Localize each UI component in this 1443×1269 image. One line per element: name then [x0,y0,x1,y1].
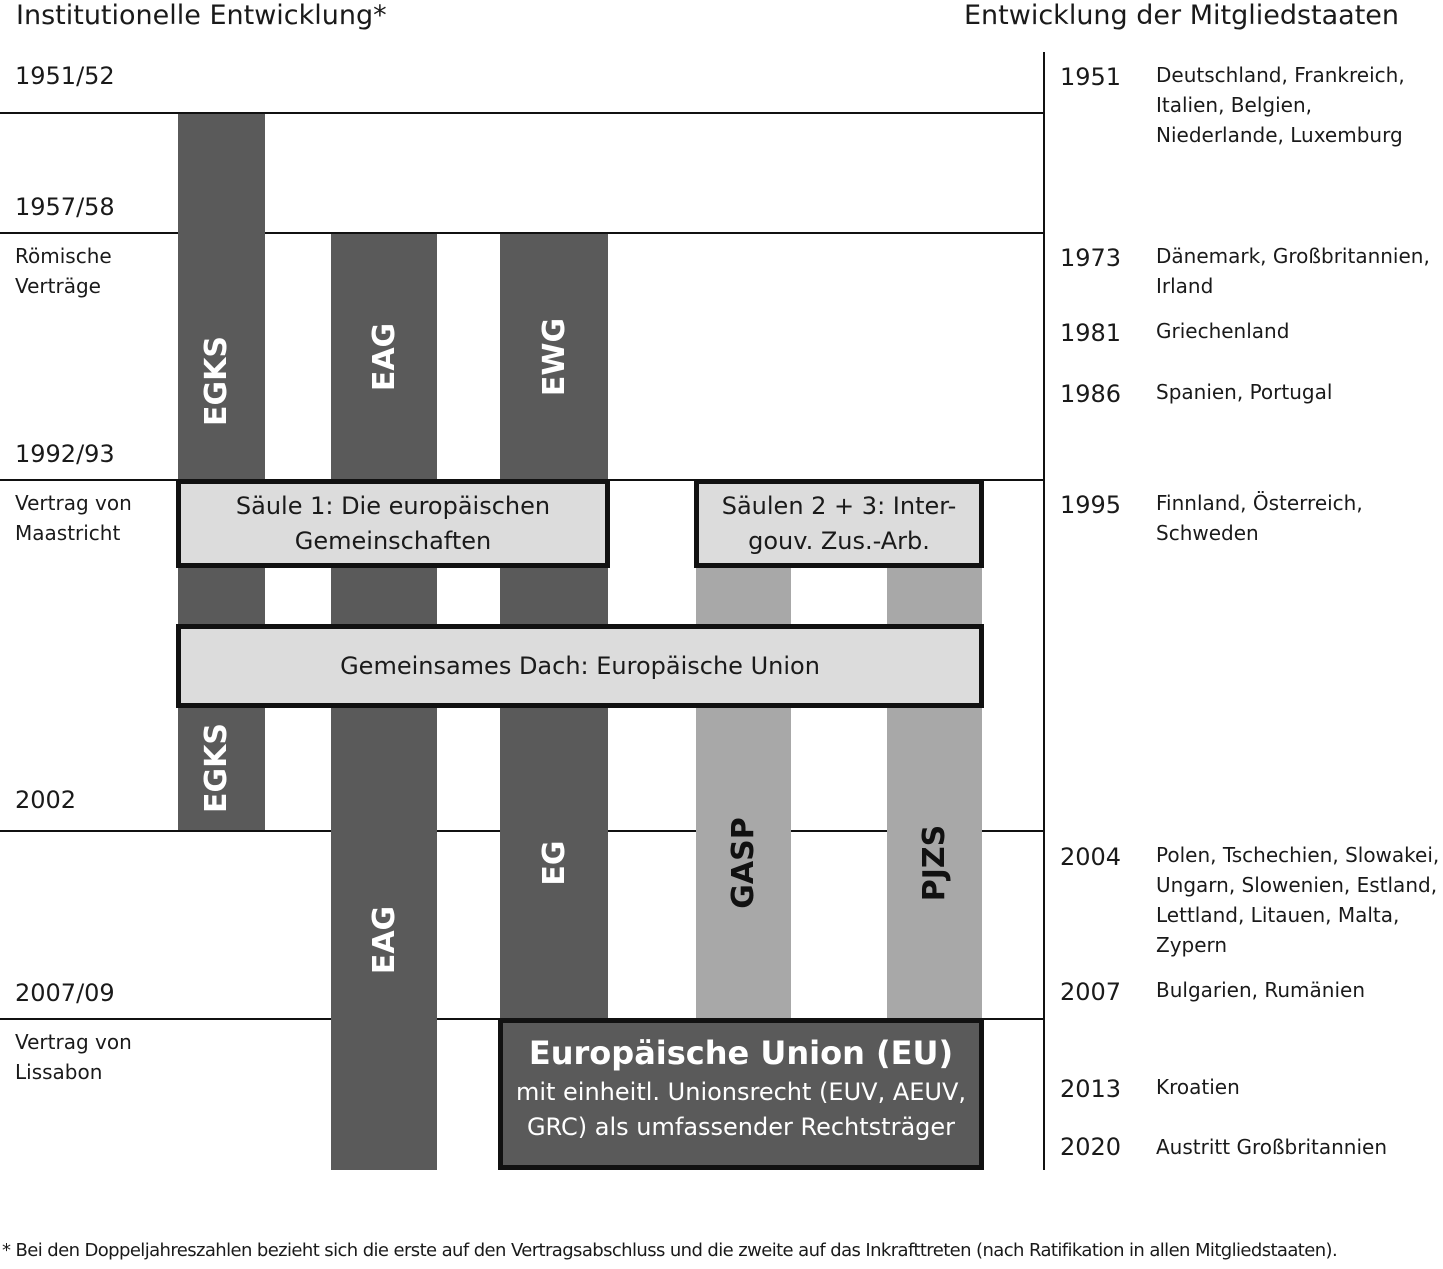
member-year-1951: 1951 [1060,63,1122,91]
member-entry-2013 [1156,1072,1240,1102]
box-saeulen-2-3-line-2: gouv. Zus.-Arb. [748,526,930,555]
era-lisbon [15,1027,132,1087]
box-europaeische-union [498,1018,984,1170]
pillar-label-eag-top: EAG [367,322,402,392]
member-1995-line-2: Schweden [1156,521,1259,545]
column-divider [1043,52,1045,1170]
year-2002: 2002 [15,786,77,814]
member-entry-1995 [1156,488,1363,548]
member-year-2007: 2007 [1060,978,1122,1006]
member-2020-line-1: Austritt Großbritannien [1156,1135,1388,1159]
year-2007-09: 2007/09 [15,979,115,1007]
box-saeule-1-line-1: Säule 1: Die europäischen [235,491,551,520]
member-1951-line-1: Deutschland, Frankreich, [1156,63,1405,87]
member-year-1986: 1986 [1060,380,1122,408]
box-gemeinsames-dach-text: Gemeinsames Dach: Europäische Union [340,651,820,680]
left-header: Institutionelle Entwicklung* [16,0,387,31]
era-rome [15,241,112,301]
year-1992-93: 1992/93 [15,440,115,468]
member-year-1981: 1981 [1060,319,1122,347]
right-header: Entwicklung der Mitgliedstaaten [964,0,1400,31]
member-year-1995: 1995 [1060,491,1122,519]
member-2004-line-4: Zypern [1156,933,1228,957]
member-entry-1981 [1156,316,1289,346]
member-entry-1973 [1156,241,1430,301]
member-2004-line-2: Ungarn, Slowenien, Estland, [1156,873,1438,897]
pillar-label-pjzs: PJZS [917,824,952,902]
member-entry-1986 [1156,377,1332,407]
timeline-line-1957 [0,112,1045,114]
member-2007-line-1: Bulgarien, Rumänien [1156,978,1366,1002]
member-1951-line-3: Niederlande, Luxemburg [1156,123,1403,147]
box-saeulen-2-3 [694,479,984,568]
member-entry-2007 [1156,975,1365,1005]
member-year-2013: 2013 [1060,1075,1122,1103]
member-2013-line-1: Kroatien [1156,1075,1240,1099]
year-1951-52: 1951/52 [15,62,115,90]
footnote: * Bei den Doppeljahreszahlen bezieht sich die erste auf den Vertragsabschluss und die zweite auf das Inkrafttreten (nach Ratifikation in allen Mitgliedstaaten). [2,1240,1338,1261]
member-1981-line-1: Griechenland [1156,319,1290,343]
member-1973-line-2: Irland [1156,274,1214,298]
year-1957-58: 1957/58 [15,193,115,221]
member-year-2004: 2004 [1060,843,1122,871]
box-saeule-1 [176,479,610,568]
era-lisbon-line-1: Vertrag von [15,1030,132,1054]
eu-title: Europäische Union (EU) [528,1034,954,1072]
pillar-label-gasp: GASP [726,817,761,909]
member-year-1973: 1973 [1060,244,1122,272]
box-gemeinsames-dach [176,624,984,708]
member-entry-2020 [1156,1132,1387,1162]
member-year-2020: 2020 [1060,1133,1122,1161]
member-1986-line-1: Spanien, Portugal [1156,380,1333,404]
member-1951-line-2: Italien, Belgien, [1156,93,1312,117]
pillar-label-eag-bottom: EAG [367,905,402,975]
member-1973-line-1: Dänemark, Großbritannien, [1156,244,1430,268]
member-entry-2004 [1156,840,1439,960]
eu-subtitle-line-2: GRC) als umfassender Rechtsträger [526,1113,956,1141]
member-1995-line-1: Finnland, Österreich, [1156,491,1363,515]
era-maastricht [15,488,132,548]
pillar-label-eg: EG [537,840,572,886]
pillar-label-ewg: EWG [537,317,572,397]
pillar-label-egks-bottom: EGKS [199,723,234,813]
era-lisbon-line-2: Lissabon [15,1060,103,1084]
box-saeulen-2-3-line-1: Säulen 2 + 3: Inter- [721,491,957,520]
era-rome-line-1: Römische [15,244,112,268]
era-maastricht-line-2: Maastricht [15,521,121,545]
box-saeule-1-line-2: Gemeinschaften [294,526,492,555]
era-maastricht-line-1: Vertrag von [15,491,132,515]
member-2004-line-1: Polen, Tschechien, Slowakei, [1156,843,1440,867]
pillar-label-egks-top: EGKS [199,336,234,426]
eu-subtitle-line-1: mit einheitl. Unionsrecht (EUV, AEUV, [515,1078,967,1106]
member-2004-line-3: Lettland, Litauen, Malta, [1156,903,1400,927]
member-entry-1951 [1156,60,1405,150]
era-rome-line-2: Verträge [15,274,101,298]
